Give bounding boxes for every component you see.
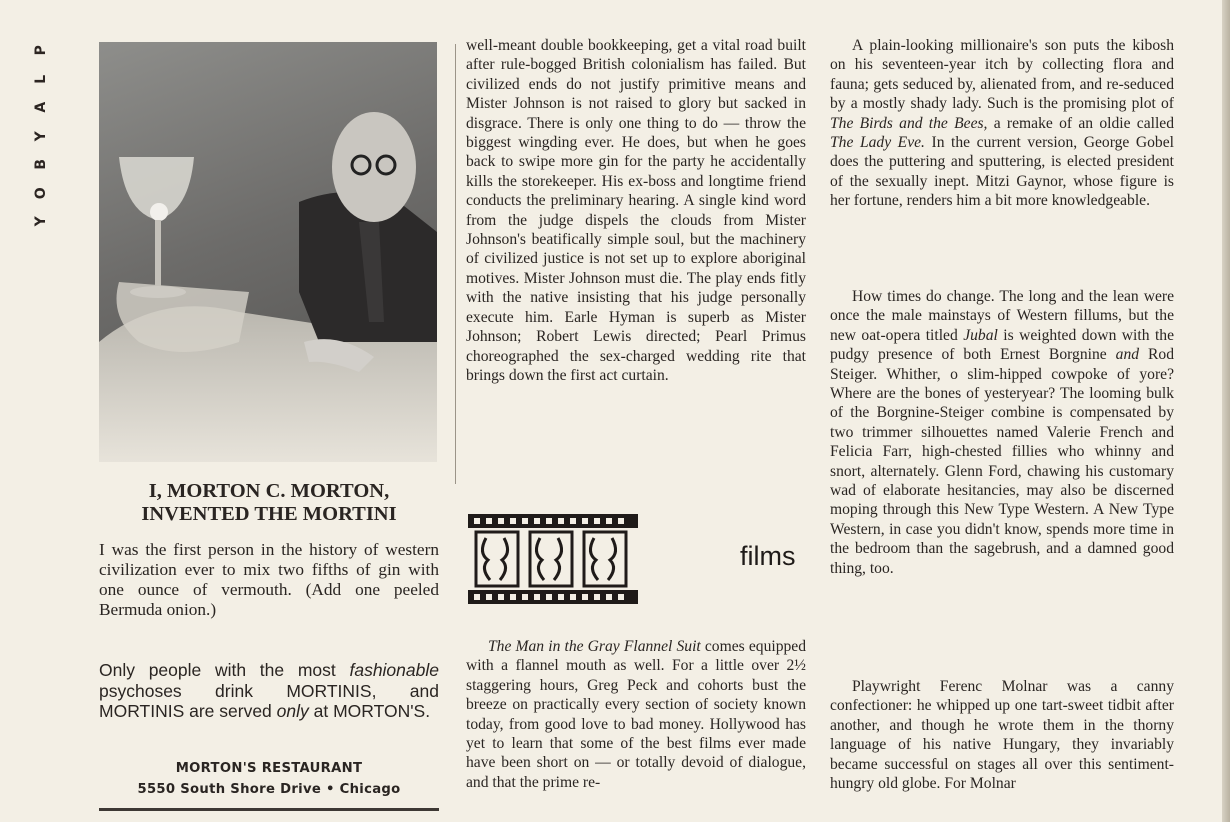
- review-birds-and-bees: A plain-looking millionaire's son puts the kibosh on his seventeen-year itch by collecting flora and fauna; gets seduced by, alienated from, and re-seduced by a mostly shady lady. Such is the promising plot of The Birds and the Bees, a remake of an oldie called The Lady Eve. In the current version, George Gobel does the puttering and sputtering, is elected president of the sexually inept. Mitzi Gaynor, whose figure is her fortune, renders him a bit more knowledgeable.: [830, 37, 1174, 210]
- restaurant-name: MORTON'S RESTAURANT: [175, 761, 363, 776]
- ad-paragraph-2: Only people with the most fashionable psychoses drink MORTINIS, and MORTINIS are served only at MORTON'S.: [99, 660, 439, 721]
- ad-bottom-rule: [99, 808, 439, 811]
- article-column-2-bottom: The Man in the Gray Flannel Suit comes equipped with a flannel mouth as well. For a little over 2½ staggering hours, Greg Peck and cohorts bust the breeze on practically every section of society known today, from good love to bad money. Hollywood has yet to learn that some of the best films ever made have been short on — or totally devoid of dialogue, and that the prime re-: [466, 638, 807, 791]
- review-molnar: Playwright Ferenc Molnar was a canny confectioner: he whipped up one tart-sweet tidbit after another, and though he wrote them in the thorny language of his native Hungary, they invariably became successful on stages all over this sentiment-hungry old globe. For Molnar: [830, 678, 1174, 793]
- man-with-martini-photo: [99, 42, 437, 462]
- ad-headline: I, MORTON C. MORTON, INVENTED THE MORTINI: [141, 480, 397, 525]
- ad-photo: [99, 42, 437, 462]
- column-divider: [455, 44, 456, 484]
- section-title-films: films: [740, 541, 796, 571]
- magazine-side-label: P L A Y B O Y: [32, 45, 49, 227]
- restaurant-block: [99, 758, 439, 800]
- face: [332, 112, 416, 222]
- article-column-2-top: well-meant double bookkeeping, get a vital road built after rule-bogged British colonialism has failed. But civilized ends do not justify primitive means and Mister Johnson is not raised to glory but sacked in disgrace. There is only one thing to do — throw the biggest wingding ever. He does, but when he goes back to swipe more gin for the party he accidentally kills the storekeeper. His ex-boss and longtime friend conducts the preliminary hearing. A single kind word from the judge dispels the clouds from Mister Johnson's beatifically simple soul, but the machinery of civilized justice is not set up to explore aboriginal motives. Mister Johnson must die. The play ends fitly with the native insisting that his judge personally execute him. Earle Hyman is superb as Mister Johnson; Robert Lewis directed; Pearl Primus choreographed the sex-charged wedding rite that brings down the first act curtain.: [466, 37, 806, 384]
- page-edge: [1222, 0, 1230, 822]
- ad-paragraph-1: I was the first person in the history of western civilization ever to mix two fifths of gin with one ounce of vermouth. (Add one peeled Bermuda onion.): [99, 540, 439, 619]
- restaurant-address: 5550 South Shore Drive • Chicago: [137, 782, 401, 797]
- review-jubal: How times do change. The long and the lean were once the male mainstays of Western fillums, but the new oat-opera titled Jubal is weighted down with the pudgy presence of both Ernest Borgnine and Rod Steiger. Whither, o slim-hipped cowpoke of yore? Where are the bones of yesteryear? The looming bulk of the Borgnine-Steiger combine is compensated by two trimmer silhouettes named Valerie French and Felicia Farr, high-chested fillies who whinny and snort, alternately. Glenn Ford, chawing his customary wad of elaborate hesitancies, may also be discerned moping through this New Type Western. A New Type Western, in case you didn't know, spends more time in the bedroom than the sagebrush, and a damned good thing, too.: [830, 288, 1174, 577]
